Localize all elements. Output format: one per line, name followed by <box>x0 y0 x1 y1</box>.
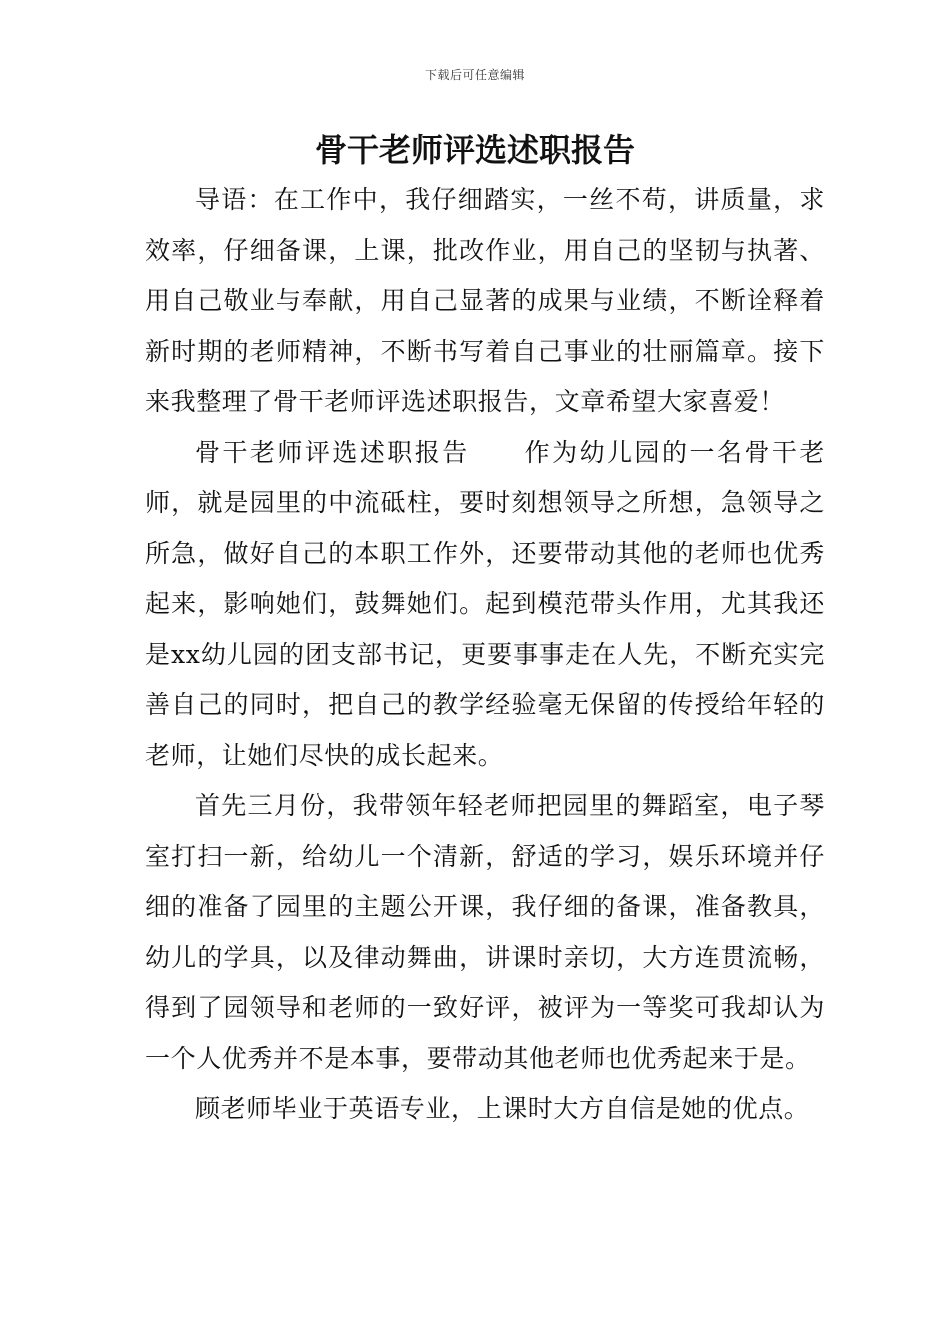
paragraph-march-work: 首先三月份，我带领年轻老师把园里的舞蹈室，电子琴室打扫一新，给幼儿一个清新，舒适的学习，娱乐环境并仔细的准备了园里的主题公开课，我仔细的备课，准备教具，幼儿的学具，以及律动舞曲，讲课时亲切，大方连贯流畅，得到了园领导和老师的一致好评，被评为一等奖可我却认为一个人优秀并不是本事，要带动其他老师也优秀起来于是。 <box>145 791 825 1073</box>
paragraph-teacher-gu: 顾老师毕业于英语专业，上课时大方自信是她的优点。 <box>195 1094 810 1123</box>
document-title: 骨干老师评选述职报告 <box>314 131 635 169</box>
header-note: 下载后可任意编辑 <box>424 68 525 82</box>
paragraph-intro: 导语：在工作中，我仔细踏实，一丝不苟，讲质量，求效率，仔细备课，上课，批改作业，用自己的坚韧与执著、用自己敬业与奉献，用自己显著的成果与业绩，不断诠释着新时期的老师精神，不断书写着自己事业的壮丽篇章。接下来我整理了骨干老师评选述职报告，文章希望大家喜爱！ <box>145 185 825 416</box>
document-body <box>145 175 825 1135</box>
paragraph-report-opening: 骨干老师评选述职报告 作为幼儿园的一名骨干老师，就是园里的中流砥柱，要时刻想领导之所想，急领导之所急，做好自己的本职工作外，还要带动其他的老师也优秀起来，影响她们，鼓舞她们。起到模范带头作用，尤其我还是xx幼儿园的团支部书记，更要事事走在人先，不断充实完善自己的同时，把自己的教学经验毫无保留的传授给年轻的老师，让她们尽快的成长起来。 <box>145 437 825 770</box>
